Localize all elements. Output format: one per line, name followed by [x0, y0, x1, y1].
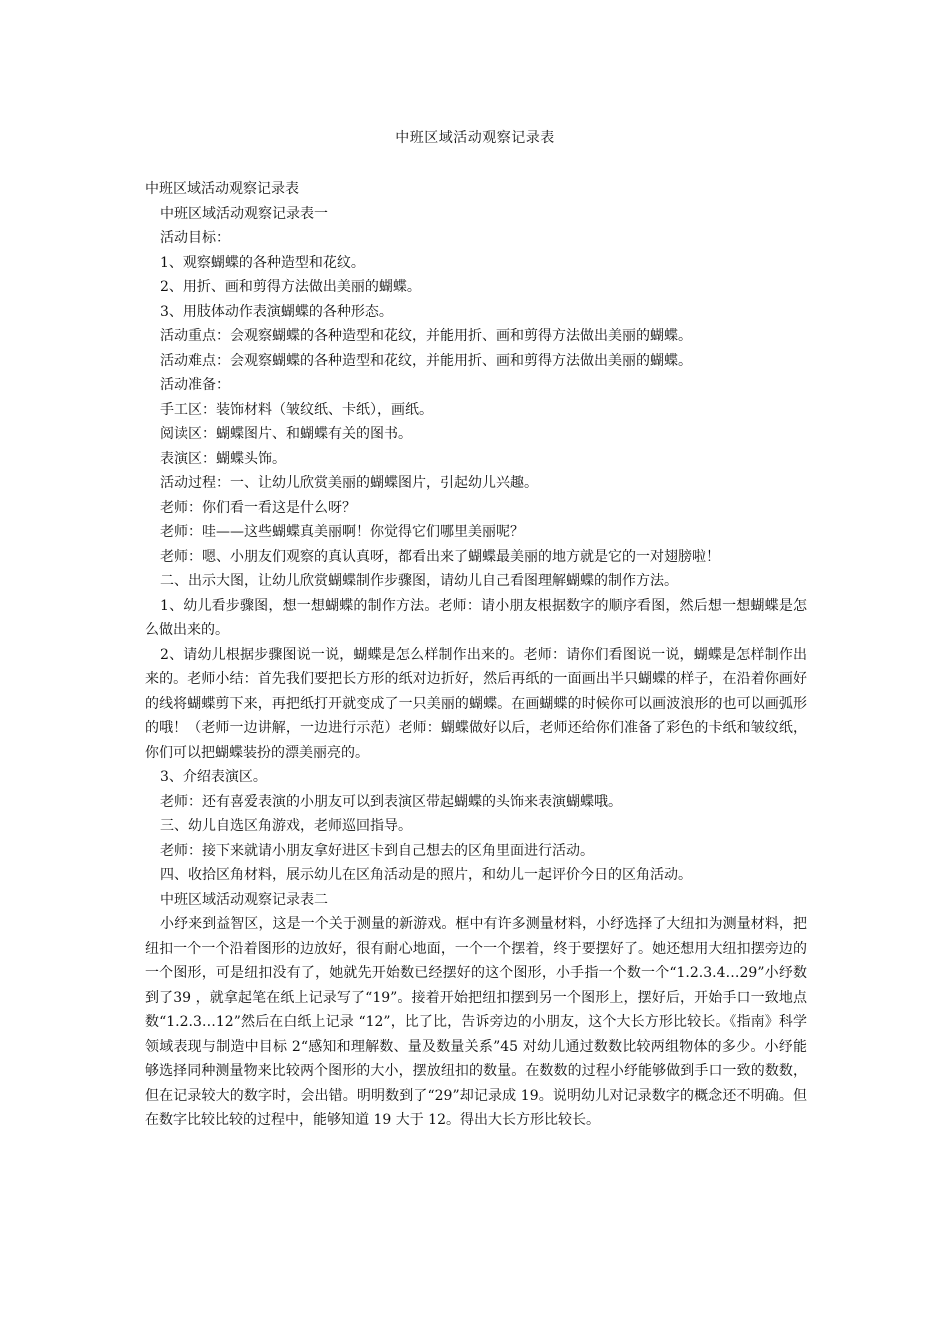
paragraph: 活动准备：	[160, 377, 230, 393]
paragraph: 2、请幼儿根据步骤图说一说，蝴蝶是怎么样制作出来的。老师：请你们看图说一说，蝴蝶是怎样制作出来的。老师小结：首先我们要把长方形的纸对边折好，然后再纸的一面画出半只蝴蝶的样子，在沿着你画好的线将蝴蝶剪下来，再把纸打开就变成了一只美丽的蝴蝶。在画蝴蝶的时候你可以画波浪形的也可以画弧形的哦！（老师一边讲解，一边进行示范）老师：蝴蝶做好以后，老师还给你们准备了彩色的卡纸和皱纹纸，你们可以把蝴蝶装扮的漂美丽亮的。	[145, 646, 807, 761]
subsection-heading: 中班区域活动观察记录表二	[160, 891, 328, 908]
paragraph: 四、收拾区角材料，展示幼儿在区角活动是的照片，和幼儿一起评价今日的区角活动。	[160, 867, 692, 883]
subsection-heading: 中班区域活动观察记录表一	[160, 205, 328, 222]
paragraph: 表演区：蝴蝶头饰。	[160, 450, 286, 467]
paragraph: 2、用折、画和剪得方法做出美丽的蝴蝶。	[160, 279, 421, 295]
paragraph: 老师：还有喜爱表演的小朋友可以到表演区带起蝴蝶的头饰来表演蝴蝶哦。	[160, 793, 622, 810]
paragraph: 3、介绍表演区。	[160, 769, 267, 785]
paragraph: 小纾来到益智区，这是一个关于测量的新游戏。框中有许多测量材料，小纾选择了大纽扣为测量材料，把纽扣一个一个沿着图形的边放好，很有耐心地面，一个一个摆着，终于要摆好了。她还想用大纽扣摆旁边的一个图形，可是纽扣没有了，她就先开始数已经摆好的这个图形，小手指一个数一个“1.2.3.4…29”小纾数到了39 ，就拿起笔在纸上记录写了“19”。接着开始把纽扣摆到另一个图形上，摆好后，开始手口一致地点数“1.2.3…12”然后在白纸上记录 “12”，比了比，告诉旁边的小朋友，这个大长方形比较长。《指南》科学领域表现与制造中目标 2“感知和理解数、量及数量关系”45 对幼儿通过数数比较两组物体的多少。小纾能够选择同种测量物来比较两个图形的大小，摆放纽扣的数量。在数数的过程小纾能够做到手口一致的数数，但在记录较大的数字时，会出错。明明数到了“29”却记录成 19。说明幼儿对记录数字的概念还不明确。但在数字比较比较的过程中，能够知道 19 大于 12。得出大长方形比较长。	[145, 916, 807, 1128]
paragraph: 活动目标：	[160, 230, 230, 246]
paragraph: 活动难点：会观察蝴蝶的各种造型和花纹，并能用折、画和剪得方法做出美丽的蝴蝶。	[160, 352, 692, 369]
paragraph: 手工区：装饰材料（皱纹纸、卡纸），画纸。	[160, 401, 433, 418]
paragraph: 3、用肢体动作表演蝴蝶的各种形态。	[160, 303, 393, 320]
paragraph: 老师：哇——这些蝴蝶真美丽啊！你觉得它们哪里美丽呢？	[160, 524, 524, 540]
paragraph: 1、幼儿看步骤图，想一想蝴蝶的制作方法。老师：请小朋友根据数字的顺序看图，然后想一想蝴蝶是怎么做出来的。	[145, 597, 807, 638]
paragraph: 阅读区：蝴蝶图片、和蝴蝶有关的图书。	[160, 426, 412, 442]
paragraph: 老师：接下来就请小朋友拿好进区卡到自己想去的区角里面进行活动。	[160, 842, 594, 859]
section-heading: 中班区域活动观察记录表	[145, 181, 299, 197]
document-body	[145, 177, 807, 1133]
paragraph: 三、幼儿自选区角游戏，老师巡回指导。	[160, 818, 412, 834]
paragraph: 二、出示大图，让幼儿欣赏蝴蝶制作步骤图，请幼儿自己看图理解蝴蝶的制作方法。	[160, 573, 678, 589]
paragraph: 活动重点：会观察蝴蝶的各种造型和花纹，并能用折、画和剪得方法做出美丽的蝴蝶。	[160, 328, 692, 344]
document-title: 中班区域活动观察记录表	[395, 130, 555, 146]
paragraph: 活动过程：一、让幼儿欣赏美丽的蝴蝶图片，引起幼儿兴趣。	[160, 475, 538, 491]
paragraph: 老师：嗯、小朋友们观察的真认真呀，都看出来了蝴蝶最美丽的地方就是它的一对翅膀啦！	[160, 548, 720, 565]
paragraph: 老师：你们看一看这是什么呀？	[160, 499, 356, 516]
paragraph: 1、观察蝴蝶的各种造型和花纹。	[160, 254, 365, 271]
